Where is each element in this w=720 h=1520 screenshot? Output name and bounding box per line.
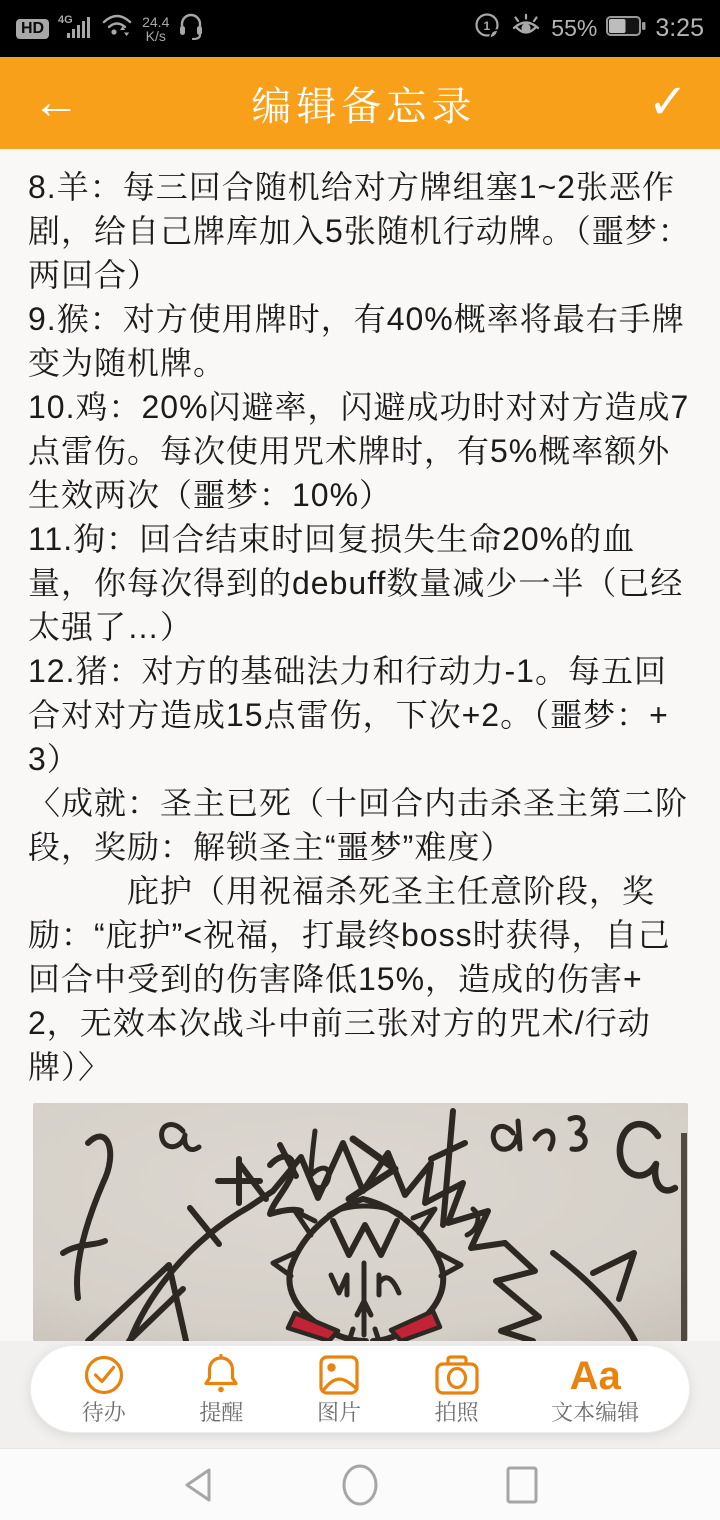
app-header xyxy=(0,57,720,149)
screen-time-timer-icon xyxy=(473,12,501,45)
svg-text:1: 1 xyxy=(483,19,491,33)
tool-label: 拍照 xyxy=(434,1400,479,1425)
status-bar xyxy=(0,0,720,57)
page-title: 编辑备忘录 xyxy=(251,84,477,129)
todo-button[interactable] xyxy=(81,1354,127,1424)
note-photo-sketch[interactable] xyxy=(33,1103,688,1341)
note-paragraph[interactable]: 8.羊：每三回合随机给对方牌组塞1~2张恶作剧，给自己牌库加入5张随机行动牌。（噩梦：两回合） xyxy=(28,169,691,293)
battery-icon xyxy=(606,15,646,42)
status-right-cluster xyxy=(473,12,704,45)
note-paragraph[interactable]: 12.猪：对方的基础法力和行动力-1。每五回合对对方造成15点雷伤，下次+2。（噩梦：+3） xyxy=(28,653,669,777)
network-speed: 24.4 K/s xyxy=(142,13,170,44)
reminder-bell-icon xyxy=(198,1354,244,1398)
tool-label: 文本编辑 xyxy=(551,1400,640,1425)
clock-time: 3:25 xyxy=(655,14,704,42)
note-paragraph[interactable]: 〈成就：圣主已死（十回合内击杀圣主第二阶段，奖励：解锁圣主“噩梦”难度） xyxy=(28,785,689,865)
photo-button[interactable] xyxy=(434,1354,480,1424)
tool-label: 提醒 xyxy=(199,1400,244,1425)
hd-volte-icon: HD xyxy=(16,19,49,39)
confirm-check-icon[interactable]: ✓ xyxy=(642,79,694,127)
headset-icon xyxy=(178,12,204,45)
status-left-cluster xyxy=(16,12,204,45)
picture-button[interactable] xyxy=(316,1354,362,1424)
note-paragraph[interactable]: 10.鸡：20%闪避率，闪避成功时对对方造成7点雷伤。每次使用咒术牌时，有5%概率额外生效两次（噩梦：10%） xyxy=(28,389,690,513)
editor-toolbar xyxy=(30,1345,690,1433)
tool-label: 图片 xyxy=(316,1400,361,1425)
note-paragraph[interactable]: 11.狗：回合结束时回复损失生命20%的血量，你每次得到的debuff数量减少一半（已经太强了…） xyxy=(28,521,684,645)
eye-comfort-icon xyxy=(510,13,542,44)
back-arrow-icon[interactable]: ← xyxy=(26,79,86,127)
nav-home-button[interactable] xyxy=(341,1464,379,1506)
nav-recents-button[interactable] xyxy=(505,1465,539,1505)
signal-strength-icon xyxy=(58,12,92,45)
picture-icon xyxy=(316,1354,362,1398)
tool-label: 待办 xyxy=(81,1400,126,1425)
bottom-dock xyxy=(0,1341,720,1448)
note-paragraph[interactable]: 9.猴：对方使用牌时，有40%概率将最右手牌变为随机牌。 xyxy=(28,301,685,381)
note-editor-body[interactable] xyxy=(0,149,720,1341)
text-edit-button[interactable] xyxy=(551,1354,639,1424)
nav-back-button[interactable] xyxy=(181,1466,215,1504)
svg-text:4G: 4G xyxy=(58,14,73,26)
android-nav-bar xyxy=(0,1448,720,1520)
text-edit-icon: Aa xyxy=(569,1354,621,1398)
battery-percent: 55% xyxy=(551,15,598,41)
wifi-icon xyxy=(101,13,133,44)
todo-check-circle-icon xyxy=(81,1354,127,1398)
note-paragraph[interactable]: 庇护（用祝福杀死圣主任意阶段，奖励：“庇护”<祝福，打最终boss时获得，自己回合中受到的伤害降低15%，造成的伤害+2，无效本次战斗中前三张对方的咒术/行动牌）〉 xyxy=(28,873,671,1085)
reminder-button[interactable] xyxy=(198,1354,244,1424)
camera-icon xyxy=(434,1354,480,1398)
